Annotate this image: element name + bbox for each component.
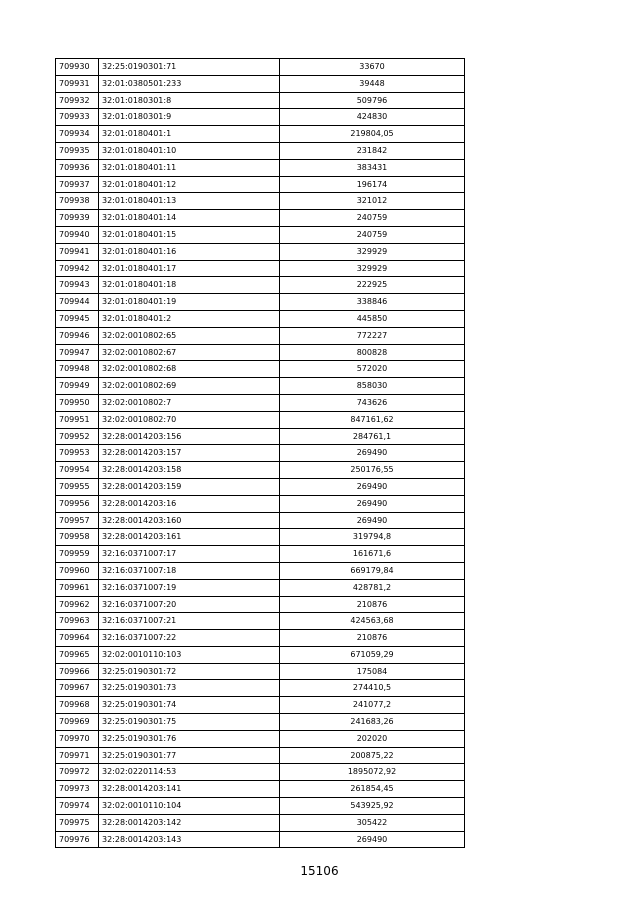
- row-id-cell: 709944: [56, 294, 99, 311]
- value-cell: 743626: [280, 394, 465, 411]
- value-cell: 222925: [280, 277, 465, 294]
- value-cell: 219804,05: [280, 126, 465, 143]
- value-cell: 428781,2: [280, 579, 465, 596]
- table-row: [56, 529, 465, 546]
- table-body: [56, 59, 465, 848]
- value-cell: 338846: [280, 294, 465, 311]
- row-id-cell: 709952: [56, 428, 99, 445]
- value-cell: 284761,1: [280, 428, 465, 445]
- table-row: [56, 680, 465, 697]
- table-row: [56, 462, 465, 479]
- cadastral-number-cell: 32:02:0220114:53: [99, 764, 280, 781]
- row-id-cell: 709967: [56, 680, 99, 697]
- cadastral-number-cell: 32:25:0190301:71: [99, 59, 280, 76]
- row-id-cell: 709939: [56, 210, 99, 227]
- table-row: [56, 126, 465, 143]
- value-cell: 509796: [280, 92, 465, 109]
- table-row: [56, 210, 465, 227]
- table-row: [56, 478, 465, 495]
- value-cell: 269490: [280, 831, 465, 848]
- row-id-cell: 709961: [56, 579, 99, 596]
- cadastral-number-cell: 32:16:0371007:21: [99, 613, 280, 630]
- row-id-cell: 709971: [56, 747, 99, 764]
- row-id-cell: 709964: [56, 630, 99, 647]
- row-id-cell: 709953: [56, 445, 99, 462]
- table-row: [56, 781, 465, 798]
- row-id-cell: 709955: [56, 478, 99, 495]
- cadastral-number-cell: 32:01:0180301:9: [99, 109, 280, 126]
- cadastral-number-cell: 32:25:0190301:73: [99, 680, 280, 697]
- value-cell: 800828: [280, 344, 465, 361]
- value-cell: 319794,8: [280, 529, 465, 546]
- table-row: [56, 730, 465, 747]
- row-id-cell: 709975: [56, 814, 99, 831]
- row-id-cell: 709968: [56, 697, 99, 714]
- table-row: [56, 445, 465, 462]
- table-row: [56, 747, 465, 764]
- cadastral-number-cell: 32:28:0014203:159: [99, 478, 280, 495]
- row-id-cell: 709965: [56, 646, 99, 663]
- cadastral-number-cell: 32:28:0014203:141: [99, 781, 280, 798]
- value-cell: 175084: [280, 663, 465, 680]
- value-cell: 269490: [280, 512, 465, 529]
- table-row: [56, 260, 465, 277]
- row-id-cell: 709936: [56, 159, 99, 176]
- table-row: [56, 277, 465, 294]
- value-cell: 321012: [280, 193, 465, 210]
- row-id-cell: 709957: [56, 512, 99, 529]
- row-id-cell: 709938: [56, 193, 99, 210]
- row-id-cell: 709960: [56, 562, 99, 579]
- cadastral-number-cell: 32:01:0380501:233: [99, 75, 280, 92]
- table-row: [56, 109, 465, 126]
- table-row: [56, 814, 465, 831]
- cadastral-number-cell: 32:02:0010802:68: [99, 361, 280, 378]
- table-row: [56, 294, 465, 311]
- value-cell: 261854,45: [280, 781, 465, 798]
- cadastral-number-cell: 32:01:0180401:19: [99, 294, 280, 311]
- cadastral-number-cell: 32:01:0180401:14: [99, 210, 280, 227]
- cadastral-number-cell: 32:02:0010110:104: [99, 798, 280, 815]
- value-cell: 424830: [280, 109, 465, 126]
- cadastral-number-cell: 32:16:0371007:22: [99, 630, 280, 647]
- cadastral-number-cell: 32:01:0180401:11: [99, 159, 280, 176]
- value-cell: 1895072,92: [280, 764, 465, 781]
- table-row: [56, 310, 465, 327]
- cadastral-number-cell: 32:01:0180401:10: [99, 142, 280, 159]
- table-row: [56, 59, 465, 76]
- cadastral-number-cell: 32:28:0014203:143: [99, 831, 280, 848]
- value-cell: 240759: [280, 226, 465, 243]
- value-cell: 33670: [280, 59, 465, 76]
- row-id-cell: 709931: [56, 75, 99, 92]
- table-row: [56, 361, 465, 378]
- table-row: [56, 630, 465, 647]
- value-cell: 39448: [280, 75, 465, 92]
- value-cell: 424563,68: [280, 613, 465, 630]
- value-cell: 329929: [280, 260, 465, 277]
- value-cell: 202020: [280, 730, 465, 747]
- table-row: [56, 596, 465, 613]
- row-id-cell: 709963: [56, 613, 99, 630]
- table-row: [56, 344, 465, 361]
- value-cell: 269490: [280, 478, 465, 495]
- cadastral-number-cell: 32:02:0010802:69: [99, 378, 280, 395]
- table-row: [56, 378, 465, 395]
- value-cell: 241077,2: [280, 697, 465, 714]
- row-id-cell: 709930: [56, 59, 99, 76]
- row-id-cell: 709950: [56, 394, 99, 411]
- row-id-cell: 709946: [56, 327, 99, 344]
- cadastral-number-cell: 32:28:0014203:158: [99, 462, 280, 479]
- table-row: [56, 75, 465, 92]
- row-id-cell: 709959: [56, 546, 99, 563]
- row-id-cell: 709933: [56, 109, 99, 126]
- table-row: [56, 243, 465, 260]
- row-id-cell: 709943: [56, 277, 99, 294]
- cadastral-number-cell: 32:01:0180401:18: [99, 277, 280, 294]
- row-id-cell: 709942: [56, 260, 99, 277]
- data-table: [55, 58, 465, 848]
- row-id-cell: 709970: [56, 730, 99, 747]
- cadastral-number-cell: 32:28:0014203:156: [99, 428, 280, 445]
- value-cell: 847161,62: [280, 411, 465, 428]
- cadastral-number-cell: 32:02:0010802:70: [99, 411, 280, 428]
- row-id-cell: 709956: [56, 495, 99, 512]
- row-id-cell: 709934: [56, 126, 99, 143]
- row-id-cell: 709973: [56, 781, 99, 798]
- value-cell: 274410,5: [280, 680, 465, 697]
- row-id-cell: 709945: [56, 310, 99, 327]
- table-row: [56, 714, 465, 731]
- row-id-cell: 709940: [56, 226, 99, 243]
- row-id-cell: 709951: [56, 411, 99, 428]
- cadastral-number-cell: 32:02:0010110:103: [99, 646, 280, 663]
- cadastral-number-cell: 32:16:0371007:17: [99, 546, 280, 563]
- cadastral-number-cell: 32:28:0014203:16: [99, 495, 280, 512]
- cadastral-number-cell: 32:28:0014203:160: [99, 512, 280, 529]
- row-id-cell: 709958: [56, 529, 99, 546]
- table-row: [56, 764, 465, 781]
- row-id-cell: 709932: [56, 92, 99, 109]
- cadastral-number-cell: 32:28:0014203:142: [99, 814, 280, 831]
- value-cell: 231842: [280, 142, 465, 159]
- cadastral-number-cell: 32:02:0010802:67: [99, 344, 280, 361]
- cadastral-number-cell: 32:01:0180401:2: [99, 310, 280, 327]
- cadastral-number-cell: 32:01:0180401:17: [99, 260, 280, 277]
- table-row: [56, 411, 465, 428]
- cadastral-number-cell: 32:01:0180401:16: [99, 243, 280, 260]
- row-id-cell: 709941: [56, 243, 99, 260]
- cadastral-number-cell: 32:01:0180401:13: [99, 193, 280, 210]
- row-id-cell: 709948: [56, 361, 99, 378]
- row-id-cell: 709937: [56, 176, 99, 193]
- row-id-cell: 709969: [56, 714, 99, 731]
- value-cell: 329929: [280, 243, 465, 260]
- table-row: [56, 159, 465, 176]
- row-id-cell: 709935: [56, 142, 99, 159]
- cadastral-number-cell: 32:25:0190301:77: [99, 747, 280, 764]
- table-row: [56, 226, 465, 243]
- table-row: [56, 663, 465, 680]
- row-id-cell: 709972: [56, 764, 99, 781]
- cadastral-number-cell: 32:01:0180401:12: [99, 176, 280, 193]
- cadastral-number-cell: 32:01:0180401:15: [99, 226, 280, 243]
- value-cell: 269490: [280, 495, 465, 512]
- value-cell: 669179,84: [280, 562, 465, 579]
- row-id-cell: 709949: [56, 378, 99, 395]
- value-cell: 269490: [280, 445, 465, 462]
- row-id-cell: 709976: [56, 831, 99, 848]
- cadastral-number-cell: 32:02:0010802:65: [99, 327, 280, 344]
- row-id-cell: 709954: [56, 462, 99, 479]
- value-cell: 671059,29: [280, 646, 465, 663]
- value-cell: 772227: [280, 327, 465, 344]
- value-cell: 161671,6: [280, 546, 465, 563]
- value-cell: 241683,26: [280, 714, 465, 731]
- value-cell: 240759: [280, 210, 465, 227]
- value-cell: 305422: [280, 814, 465, 831]
- table-row: [56, 142, 465, 159]
- cadastral-number-cell: 32:25:0190301:75: [99, 714, 280, 731]
- table-row: [56, 546, 465, 563]
- value-cell: 543925,92: [280, 798, 465, 815]
- table-row: [56, 512, 465, 529]
- value-cell: 572020: [280, 361, 465, 378]
- value-cell: 445850: [280, 310, 465, 327]
- cadastral-number-cell: 32:16:0371007:18: [99, 562, 280, 579]
- table-row: [56, 646, 465, 663]
- cadastral-number-cell: 32:28:0014203:157: [99, 445, 280, 462]
- table-row: [56, 428, 465, 445]
- cadastral-number-cell: 32:01:0180301:8: [99, 92, 280, 109]
- cadastral-number-cell: 32:25:0190301:74: [99, 697, 280, 714]
- table-row: [56, 92, 465, 109]
- value-cell: 200875,22: [280, 747, 465, 764]
- cadastral-number-cell: 32:25:0190301:76: [99, 730, 280, 747]
- row-id-cell: 709962: [56, 596, 99, 613]
- cadastral-number-cell: 32:25:0190301:72: [99, 663, 280, 680]
- table-row: [56, 495, 465, 512]
- cadastral-number-cell: 32:28:0014203:161: [99, 529, 280, 546]
- value-cell: 383431: [280, 159, 465, 176]
- table-row: [56, 579, 465, 596]
- page-number: 15106: [300, 864, 339, 878]
- table-row: [56, 831, 465, 848]
- table-row: [56, 697, 465, 714]
- table-row: [56, 176, 465, 193]
- value-cell: 250176,55: [280, 462, 465, 479]
- row-id-cell: 709947: [56, 344, 99, 361]
- value-cell: 858030: [280, 378, 465, 395]
- cadastral-number-cell: 32:02:0010802:7: [99, 394, 280, 411]
- table-row: [56, 193, 465, 210]
- cadastral-number-cell: 32:01:0180401:1: [99, 126, 280, 143]
- table-row: [56, 798, 465, 815]
- row-id-cell: 709974: [56, 798, 99, 815]
- table-row: [56, 327, 465, 344]
- table-row: [56, 613, 465, 630]
- cadastral-number-cell: 32:16:0371007:19: [99, 579, 280, 596]
- row-id-cell: 709966: [56, 663, 99, 680]
- value-cell: 196174: [280, 176, 465, 193]
- cadastral-number-cell: 32:16:0371007:20: [99, 596, 280, 613]
- value-cell: 210876: [280, 630, 465, 647]
- table-row: [56, 562, 465, 579]
- table-row: [56, 394, 465, 411]
- value-cell: 210876: [280, 596, 465, 613]
